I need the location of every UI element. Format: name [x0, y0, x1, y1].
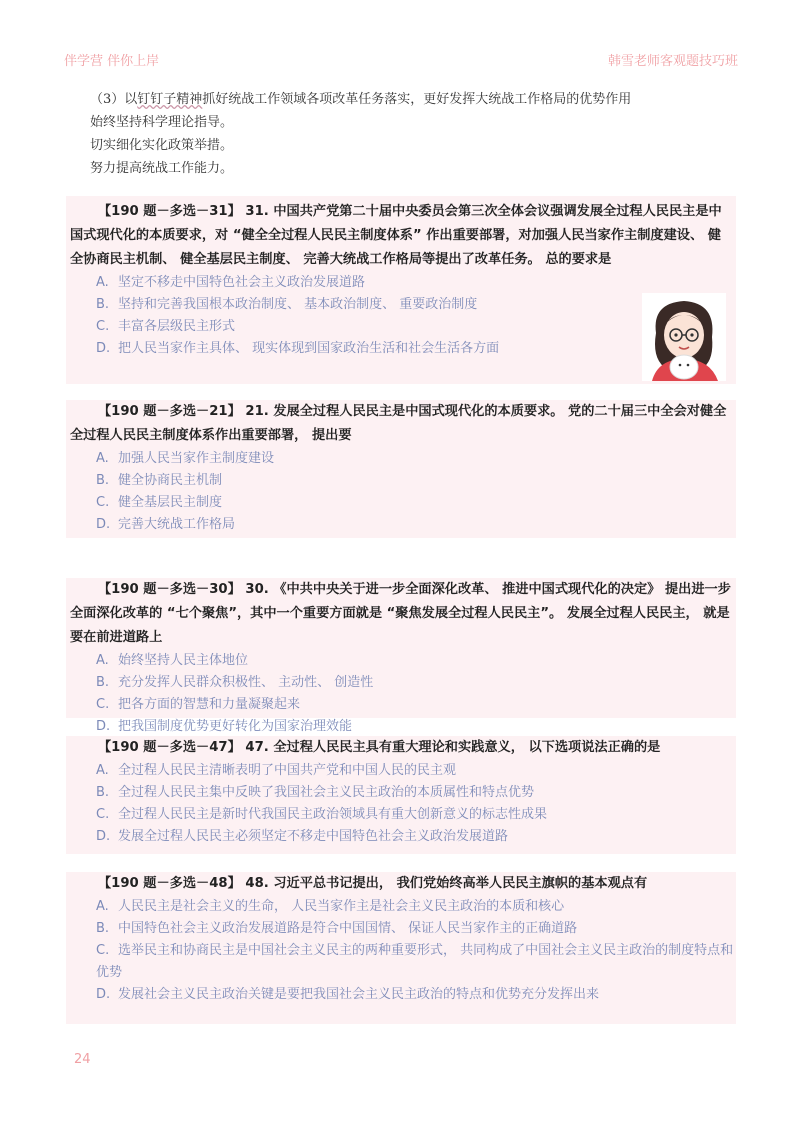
question-card-1 [66, 196, 736, 384]
header-left-brand: 伴学营 伴你上岸 [64, 54, 160, 69]
intro-line-4: 努力提高统战工作能力。 [90, 161, 234, 176]
option-b: B. 全过程人民民主集中反映了我国社会主义民主政治的本质属性和特点优势 [96, 785, 535, 800]
question-stem: 【190 题－多选－48】 48. 习近平总书记提出， 我们党始终高举人民民主旗帜的基本观点有 [98, 876, 648, 891]
question-stem: 【190 题－多选－31】 31. 中国共产党第二十届中央委员会第三次全体会议强调发展全过程人民民主是中国式现代化的本质要求，对 “健全全过程人民民主制度体系” 作出重要部署，对加强人民当家作主制度建设、 健全协商民主机制、 健全基层民主制度、 完善大统战工作格局等提出了改革任务。 总的要求是 [70, 204, 722, 267]
intro-line-1: （3）以钉钉子精神抓好统战工作领域各项改革任务落实，更好发挥大统战工作格局的优势作用 [90, 92, 632, 107]
option-a: A. 加强人民当家作主制度建设 [96, 451, 275, 466]
page-header [0, 0, 800, 69]
question-card-4 [66, 736, 736, 854]
option-a: A. 始终坚持人民主体地位 [96, 653, 249, 668]
option-c: C. 全过程人民民主是新时代我国民主政治领域具有重大创新意义的标志性成果 [96, 807, 548, 822]
option-b: B. 中国特色社会主义政治发展道路是符合中国国情、 保证人民当家作主的正确道路 [96, 921, 578, 936]
option-b: B. 健全协商民主机制 [96, 473, 223, 488]
question-card-2 [66, 400, 736, 538]
page-number: 24 [74, 1052, 91, 1067]
question-card-5 [66, 872, 736, 1024]
option-c: C. 选举民主和协商民主是中国社会主义民主的两种重要形式， 共同构成了中国社会主义民主政治的制度特点和优势 [96, 943, 734, 980]
option-c: C. 丰富各层级民主形式 [96, 319, 236, 334]
option-d: D. 发展社会主义民主政治关键是要把我国社会主义民主政治的特点和优势充分发挥出来 [96, 987, 600, 1002]
intro-section [90, 88, 740, 180]
option-a: A. 全过程人民民主清晰表明了中国共产党和中国人民的民主观 [96, 763, 457, 778]
option-d: D. 把人民当家作主具体、 现实体现到国家政治生活和社会生活各方面 [96, 341, 500, 356]
intro-highlight: 钉钉子精神 [137, 92, 203, 107]
intro-line-3: 切实细化实化政策举措。 [90, 138, 234, 153]
option-d: D. 发展全过程人民民主必须坚定不移走中国特色社会主义政治发展道路 [96, 829, 509, 844]
option-a: A. 人民民主是社会主义的生命， 人民当家作主是社会主义民主政治的本质和核心 [96, 899, 565, 914]
option-d: D. 把我国制度优势更好转化为国家治理效能 [96, 719, 353, 734]
question-stem: 【190 题－多选－21】 21. 发展全过程人民民主是中国式现代化的本质要求。 党的二十届三中全会对健全全过程人民民主制度体系作出重要部署， 提出要 [70, 404, 727, 443]
header-right-title: 韩雪老师客观题技巧班 [607, 54, 738, 69]
teacher-avatar-illustration [642, 293, 726, 381]
option-a: A. 坚定不移走中国特色社会主义政治发展道路 [96, 275, 366, 290]
option-c: C. 健全基层民主制度 [96, 495, 223, 510]
option-b: B. 充分发挥人民群众积极性、 主动性、 创造性 [96, 675, 374, 690]
option-d: D. 完善大统战工作格局 [96, 517, 236, 532]
option-c: C. 把各方面的智慧和力量凝聚起来 [96, 697, 301, 712]
question-stem: 【190 题－多选－47】 47. 全过程人民民主具有重大理论和实践意义， 以下选项说法正确的是 [98, 740, 661, 755]
question-stem: 【190 题－多选－30】 30. 《中共中央关于进一步全面深化改革、 推进中国式现代化的决定》 提出进一步全面深化改革的 “七个聚焦”，其中一个重要方面就是 “聚焦发展全过程人民民主”。 发展全过程人民民主， 就是要在前进道路上 [70, 582, 731, 645]
intro-line-2: 始终坚持科学理论指导。 [90, 115, 234, 130]
question-card-3 [66, 578, 736, 734]
option-b: B. 坚持和完善我国根本政治制度、 基本政治制度、 重要政治制度 [96, 297, 478, 312]
